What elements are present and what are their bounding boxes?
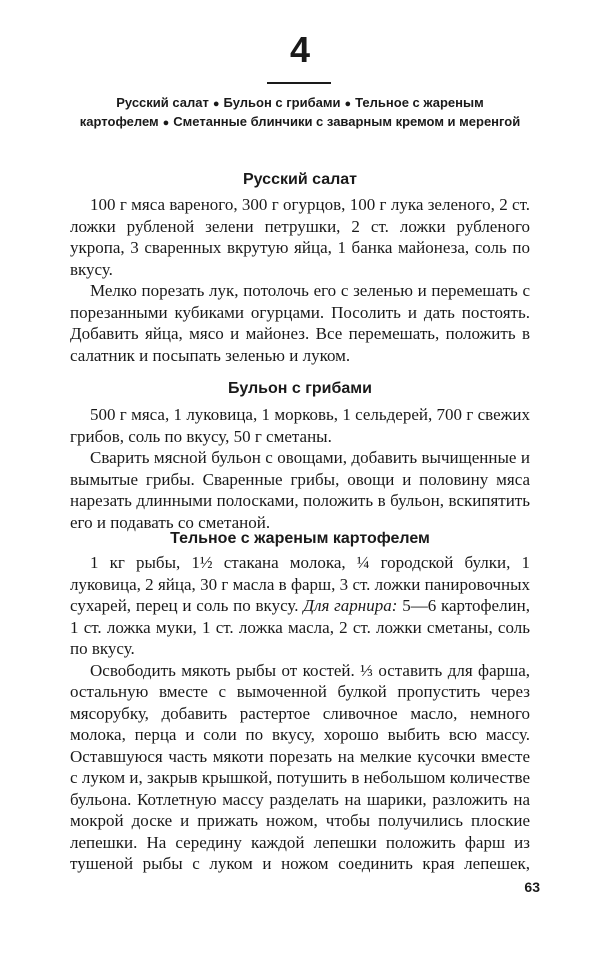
- chapter-contents: [70, 94, 530, 132]
- recipe-body: [70, 194, 530, 366]
- garnish-label: Для гарнира:: [303, 596, 398, 615]
- contents-item: Бульон с грибами: [223, 95, 341, 110]
- page-number: 63: [524, 879, 540, 895]
- recipe-method: Мелко порезать лук, потолочь его с зеленью и перемешать с порезанными кубиками огурцами. Посолить и дать постоять. Добавить яйца, мясо и майонез. Все перемешать, положить в салатник и посыпать зеленью и луком.: [70, 281, 530, 365]
- recipe-method: Освободить мякоть рыбы от костей. ⅓ оставить для фарша, остальную вместе с вымоченной булкой пропустить через мясорубку, добавить растертое сливочное масло, немного молока, перца и соли по вкусу, хорошо выбить всю массу. Оставшуюся часть мякоти порезать на мелкие кусочки вместе с луком и, закрыв крышкой, потушить в небольшом количестве бульона. Котлетную массу разделать на шарики, разложить на мокрой доске и прижать ножом, чтобы получились плоские лепешки. На середину каждой лепешки положить фарш из тушеной рыбы с луком и ножом соединить края лепешек,: [70, 660, 530, 873]
- recipe-ingredients: 100 г мяса вареного, 300 г огурцов, 100 г лука зеленого, 2 ст. ложки рубленой зелени петрушки, 2 ст. ложки рубленого укропа, 3 сваренных вкрутую яйца, 1 банка майонеза, соль по вкусу.: [70, 195, 530, 279]
- recipe-method: Сварить мясной бульон с овощами, добавить вычищенные и вымытые грибы. Сваренные грибы, овощи и половину мяса нарезать длинными полосками, положить в бульон, вскипятить его и подавать со сметаной.: [70, 448, 530, 532]
- contents-item: Русский салат: [116, 95, 209, 110]
- garnish-text: 5—6 картофелин, 1 ст. ложка муки, 1 ст. ложка масла, 2 ст. ложки сметаны, соль по вкусу.: [70, 596, 531, 658]
- contents-item: Тельное с жареным картофелем: [79, 95, 484, 129]
- recipe-ingredients: 500 г мяса, 1 луковица, 1 морковь, 1 сельдерей, 700 г свежих грибов, соль по вкусу, 50 г сметаны.: [70, 405, 530, 446]
- recipe-body: [70, 552, 530, 875]
- chapter-rule: [267, 82, 331, 84]
- recipe-title: Русский салат: [243, 171, 357, 188]
- contents-bullet: ●: [162, 117, 170, 129]
- contents-bullet: ●: [212, 98, 220, 110]
- recipe-title: Бульон с грибами: [228, 380, 372, 397]
- contents-bullet: ●: [344, 98, 352, 110]
- ingredients-text: 1 кг рыбы, 1½ стакана молока, ¼ городской булки, 1 луковица, 2 яйца, 30 г масла в фарш, 3 ст. ложки панировочных сухарей, перец и соль по вкусу.: [70, 553, 530, 615]
- chapter-number: 4: [289, 29, 311, 70]
- contents-item: Сметанные блинчики с заварным кремом и меренгой: [173, 114, 521, 129]
- recipe-body: [70, 404, 530, 533]
- recipe-title: Тельное с жареным картофелем: [170, 530, 430, 547]
- recipe-ingredients: [70, 552, 530, 660]
